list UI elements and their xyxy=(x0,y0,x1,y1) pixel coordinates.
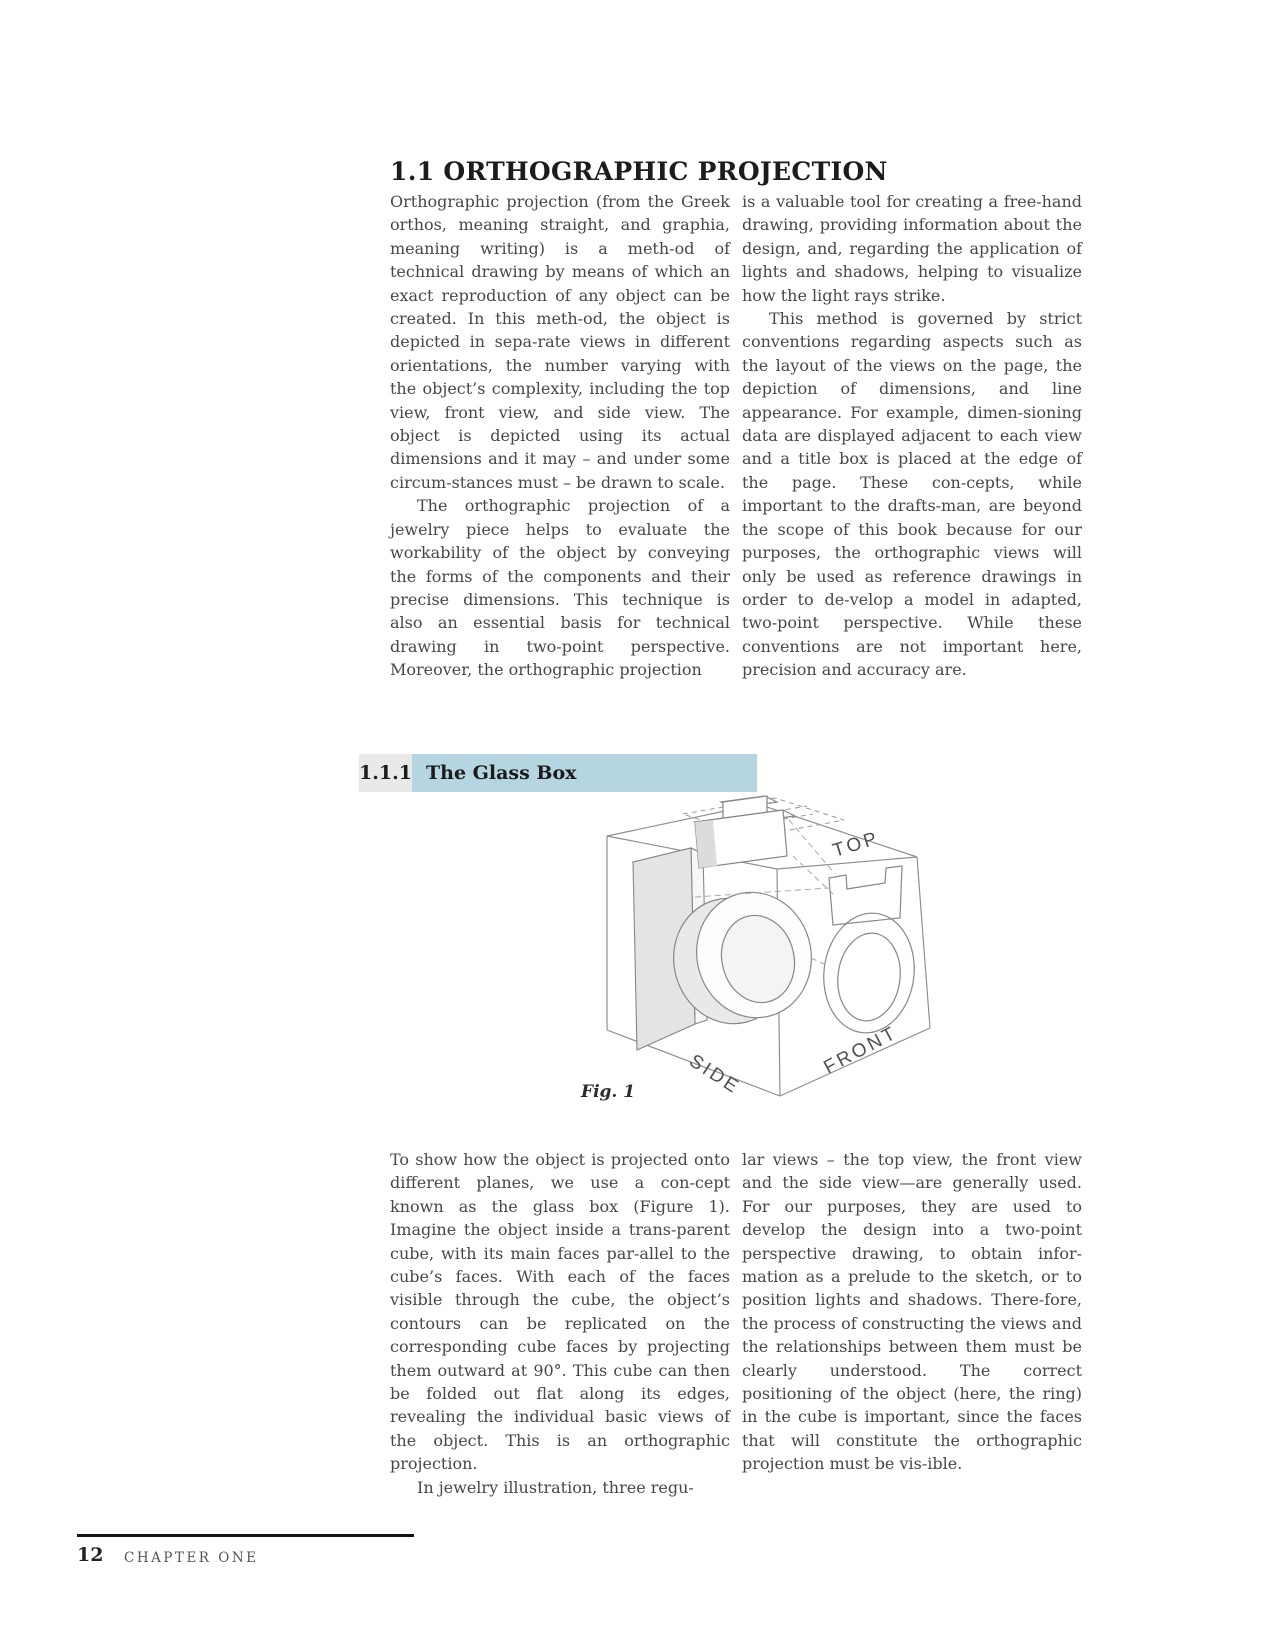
front-projection-silhouette xyxy=(817,866,921,1038)
subsection-title: The Glass Box xyxy=(412,754,757,792)
top-right-column xyxy=(742,190,1082,682)
body-paragraph: To show how the object is projected onto different planes, we use a con-cept known as the glass box (Figure 1). Imagine the object inside a trans-parent cube, with its main faces par-allel to the cube’s faces. With each of the faces visible through the cube, the object’s contours can be replicated on the corresponding cube faces by projecting them outward at 90°. This cube can then be folded out flat along its edges, revealing the individual basic views of the object. This is an orthographic projection. xyxy=(390,1150,730,1474)
body-paragraph: lar views – the top view, the front view and the side view—are generally used. For our purposes, they are used to develop the design into a two-point perspective drawing, to obtain infor-mation as a prelude to the sketch, or to position lights and shadows. There-fore, the process of constructing the views and the relationships between them must be clearly understood. The correct positioning of the object (here, the ring) in the cube is important, since the faces that will constitute the orthographic projection must be vis-ible. xyxy=(742,1150,1082,1474)
body-paragraph: Orthographic projection (from the Greek orthos, meaning straight, and graphia, meaning writing) is a meth-od of technical drawing by means of which an exact reproduction of any object can be created. In this meth-od, the object is depicted in sepa-rate views in different orientations, the number varying with the object’s complexity, including the top view, front view, and side view. The object is depicted using its actual dimensions and it may – and under some circum-stances must – be drawn to scale. xyxy=(390,192,730,492)
bottom-text-columns xyxy=(390,1148,1082,1499)
chapter-label: CHAPTER ONE xyxy=(124,1550,259,1566)
body-paragraph: is a valuable tool for creating a free-hand drawing, providing information about the design, and, regarding the application of lights and shadows, helping to visualize how the light rays strike. xyxy=(742,192,1082,305)
bottom-right-column xyxy=(742,1148,1082,1499)
figure-caption: Fig. 1 xyxy=(581,1082,636,1102)
top-text-columns xyxy=(390,190,1082,682)
page-number: 12 xyxy=(77,1544,104,1566)
footer-divider xyxy=(77,1534,414,1537)
body-paragraph: The orthographic projection of a jewelry piece helps to evaluate the workability of the object by conveying the forms of the components and their precise dimensions. This technique is also an essential basis for technical drawing in two-point perspective. Moreover, the orthographic projection xyxy=(390,496,730,680)
glass-box-figure xyxy=(545,762,945,1112)
top-left-column xyxy=(390,190,730,682)
body-paragraph: This method is governed by strict conventions regarding aspects such as the layout of the views on the page, the depiction of dimensions, and line appearance. For example, dimen-sioning data are displayed adjacent to each view and a title box is placed at the edge of the page. These con-cepts, while important to the drafts-man, are beyond the scope of this book because for our purposes, the orthographic views will only be used as reference drawings in order to de-velop a model in adapted, two-point perspective. While these conventions are not important here, precision and accuracy are. xyxy=(742,309,1082,680)
subsection-number: 1.1.1 xyxy=(359,754,412,792)
side-face-label: SIDE xyxy=(685,1050,744,1099)
bottom-left-column xyxy=(390,1148,730,1499)
front-face-label: FRONT xyxy=(820,1022,902,1079)
body-paragraph: In jewelry illustration, three regu- xyxy=(417,1477,694,1497)
top-face-label: TOP xyxy=(830,827,883,862)
page-title: 1.1 ORTHOGRAPHIC PROJECTION xyxy=(390,156,888,186)
glass-box-illustration xyxy=(545,762,945,1112)
